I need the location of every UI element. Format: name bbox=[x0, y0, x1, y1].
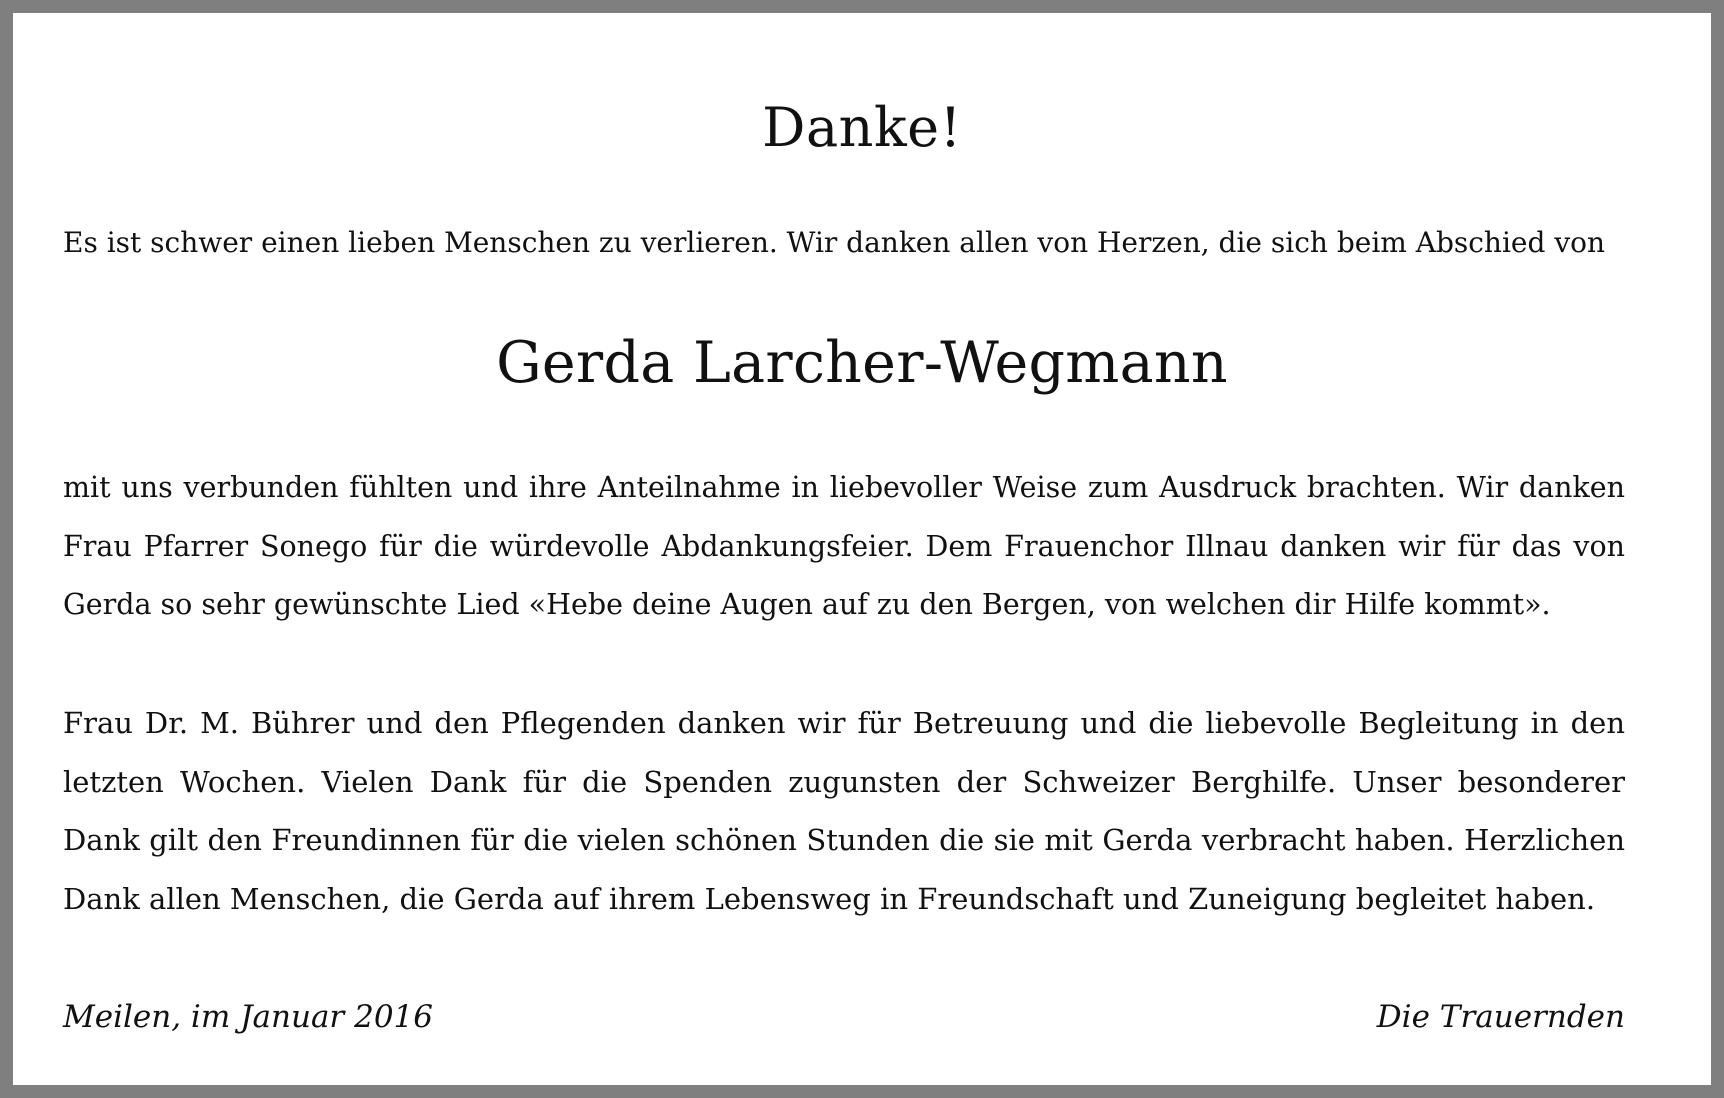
notice-footer bbox=[63, 995, 1625, 1039]
deceased-name: Gerda Larcher-Wegmann bbox=[496, 330, 1228, 396]
thanks-paragraph-2: Frau Dr. M. Bührer und den Pflegenden danken wir für Betreuung und die liebevolle Begleitung in den letzten Wochen. Vielen Dank für die Spenden zugunsten der Schweizer Berghilfe. Unser besonderer Dank gilt den Freundinnen für die vielen schönen Stunden die sie mit Gerda verbracht haben. Herzlichen Dank allen Menschen, die Gerda auf ihrem Lebensweg in Freundschaft und Zuneigung begleitet haben. bbox=[63, 706, 1625, 916]
signature: Die Trauernden bbox=[1376, 999, 1625, 1035]
thanks-paragraph-1: mit uns verbunden fühlten und ihre Anteilnahme in liebevoller Weise zum Ausdruck brachten. Wir danken Frau Pfarrer Sonego für die würdevolle Abdankungsfeier. Dem Frauenchor Illnau danken wir für das von Gerda so sehr gewünschte Lied «Hebe deine Augen auf zu den Bergen, von welchen dir Hilfe kommt». bbox=[63, 471, 1625, 621]
place-date: Meilen, im Januar 2016 bbox=[63, 999, 433, 1035]
notice-title: Danke! bbox=[762, 96, 962, 159]
intro-text: Es ist schwer einen lieben Menschen zu verlieren. Wir danken allen von Herzen, die sich beim Abschied von bbox=[63, 226, 1606, 259]
thank-you-notice bbox=[13, 13, 1711, 1085]
